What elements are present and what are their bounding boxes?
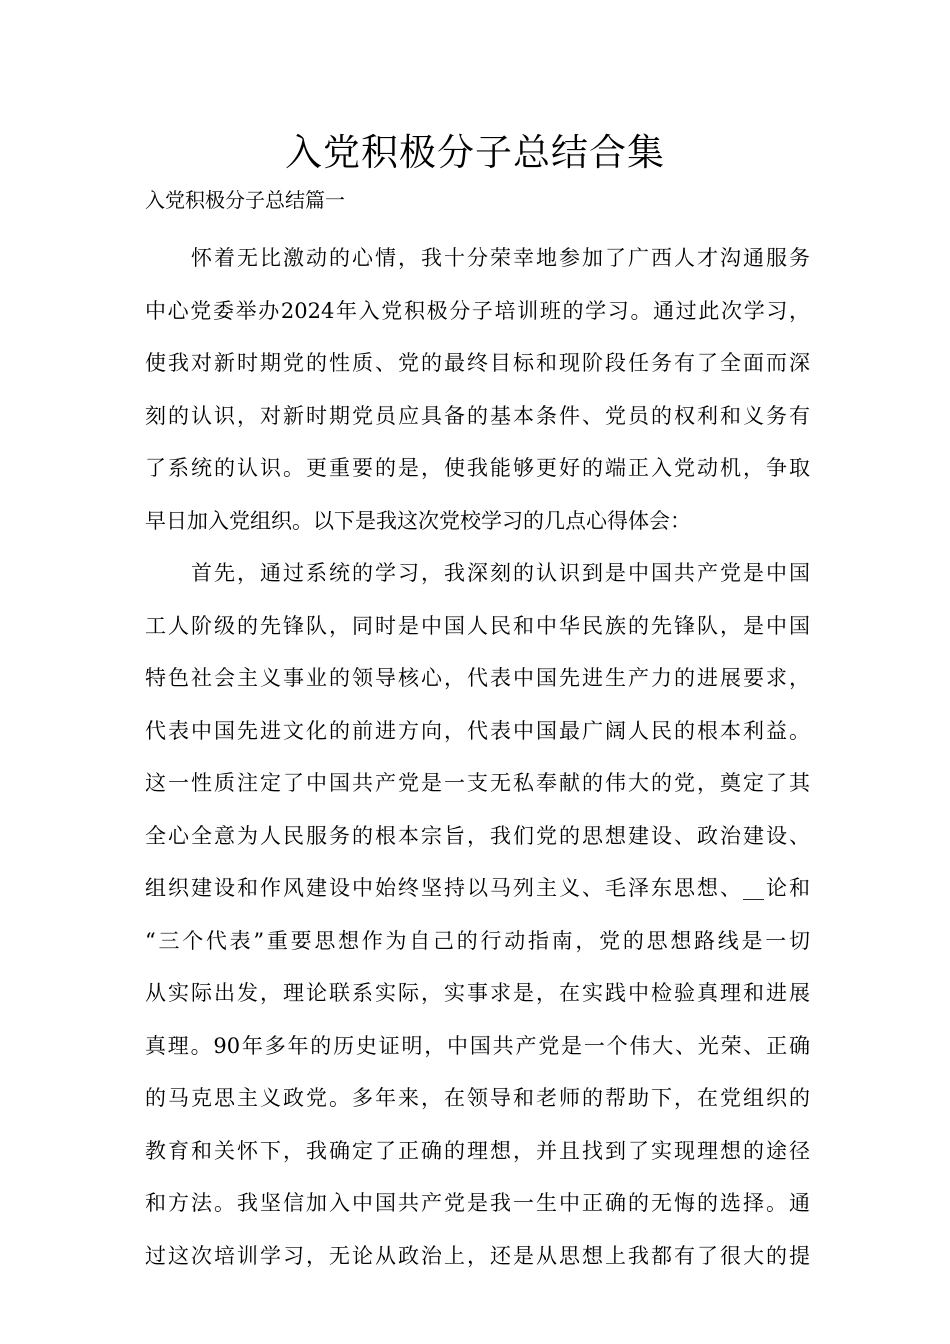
document-body bbox=[145, 232, 810, 1282]
text-line: 从实际出发，理论联系实际，实事求是，在实践中检验真理和进展 bbox=[145, 981, 810, 1005]
text-line: 使我对新时期党的性质、党的最终目标和现阶段任务有了全面而深 bbox=[145, 351, 810, 375]
text-line: 全心全意为人民服务的根本宗旨，我们党的思想建设、政治建设、 bbox=[145, 823, 810, 848]
text-line: 这一性质注定了中国共产党是一支无私奉献的伟大的党，奠定了其 bbox=[145, 771, 810, 795]
paragraph-1 bbox=[145, 232, 810, 547]
text-line: 中心党委举办2024年入党积极分子培训班的学习。通过此次学习， bbox=[145, 298, 810, 323]
text-line: 过这次培训学习，无论从政治上，还是从思想上我都有了很大的提 bbox=[145, 1243, 810, 1268]
text-line: 怀着无比激动的心情，我十分荣幸地参加了广西人才沟通服务 bbox=[191, 246, 810, 270]
text-line: 了系统的认识。更重要的是，使我能够更好的端正入党动机，争取 bbox=[145, 456, 810, 480]
paragraph-2 bbox=[145, 547, 810, 1282]
text-line: 工人阶级的先锋队，同时是中国人民和中华民族的先锋队，是中国 bbox=[145, 613, 810, 638]
text-line: 代表中国先进文化的前进方向，代表中国最广阔人民的根本利益。 bbox=[145, 718, 810, 743]
text-line: 首先，通过系统的学习，我深刻的认识到是中国共产党是中国 bbox=[191, 561, 810, 585]
section-heading: 入党积极分子总结篇一 bbox=[145, 188, 345, 212]
document-title: 入党积极分子总结合集 bbox=[285, 131, 665, 174]
text-line: 真理。90年多年的历史证明，中国共产党是一个伟大、光荣、正确 bbox=[145, 1033, 810, 1058]
text-line: 特色社会主义事业的领导核心，代表中国先进生产力的进展要求， bbox=[145, 666, 810, 690]
text-line: 和方法。我坚信加入中国共产党是我一生中正确的无悔的选择。通 bbox=[145, 1191, 810, 1215]
text-line: 的马克思主义政党。多年来，在领导和老师的帮助下，在党组织的 bbox=[145, 1086, 810, 1110]
text-line: 组织建设和作风建设中始终坚持以马列主义、毛泽东思想、__论和 bbox=[145, 876, 810, 900]
text-line: 刻的认识，对新时期党员应具备的基本条件、党员的权利和义务有 bbox=[145, 403, 810, 428]
text-line: 教育和关怀下，我确定了正确的理想，并且找到了实现理想的途径 bbox=[145, 1138, 810, 1163]
text-line: “三个代表”重要思想作为自己的行动指南，党的思想路线是一切 bbox=[145, 928, 810, 953]
text-line: 早日加入党组织。以下是我这次党校学习的几点心得体会： bbox=[145, 508, 691, 533]
